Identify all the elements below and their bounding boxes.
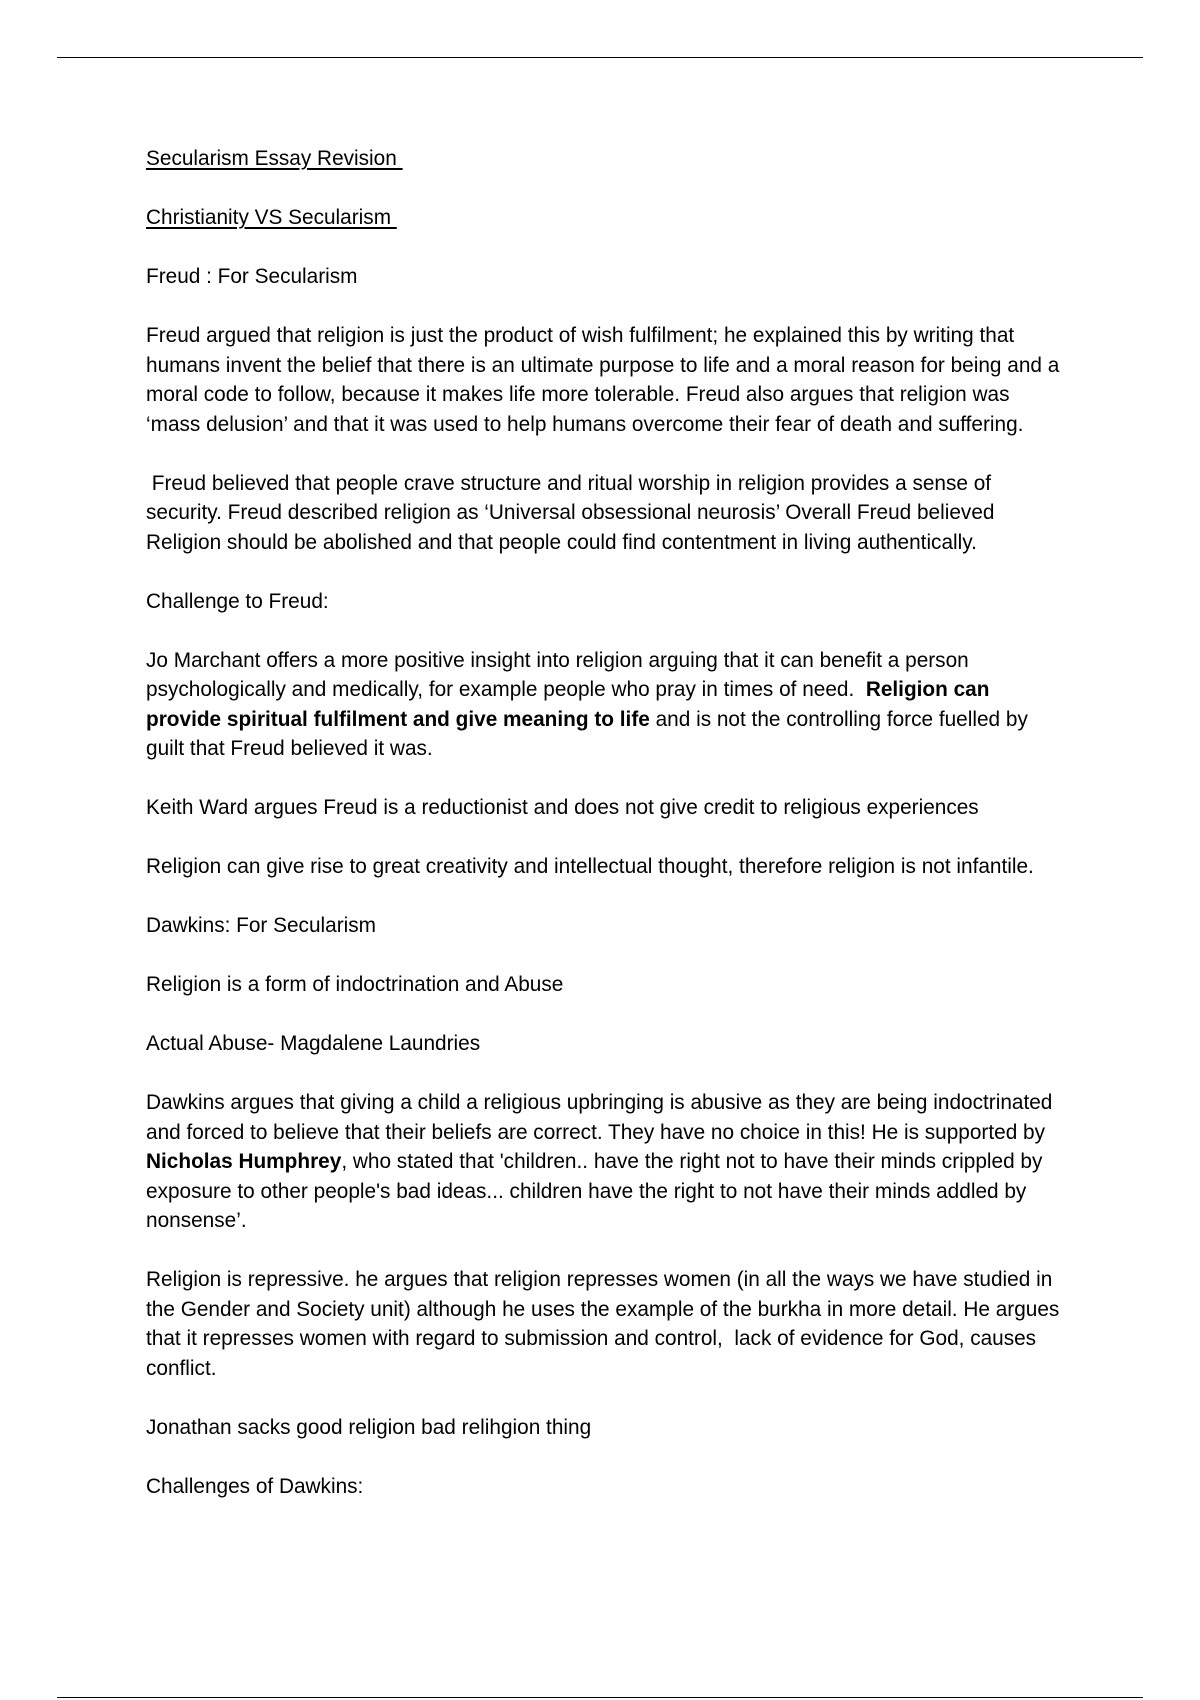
marchant-text-bold: Religion can provide spiritual fulfilment and give meaning to life: [146, 678, 996, 731]
freud-paragraph-1: Freud argued that religion is just the product of wish fulfilment; he explained this by writing that humans invent the belief that there is an ultimate purpose to life and a moral reason for being and a moral code to follow, because it makes life more tolerable. Freud also argues that religion was ‘mass delusion’ and that it was used to help humans overcome their fear of death and suffering.: [146, 324, 1060, 436]
freud-heading: Freud : For Secularism: [146, 265, 358, 288]
dawkins-p1-after: , who stated that 'children.. have the right not to have their minds crippled by exposure to other people's bad ideas... children have the right to not have their minds addled by nonsense’.: [146, 1150, 1043, 1232]
indoctrination-paragraph: Religion is a form of indoctrination and Abuse: [146, 973, 564, 996]
dawkins-paragraph-2: Religion is repressive. he argues that religion represses women (in all the ways we have studied in the Gender and Society unit) although he uses the example of the burkha in more detail. He argues that it represses women with regard to submission and control, lack of evidence for God, causes conflict.: [146, 1268, 1066, 1380]
creativity-paragraph: Religion can give rise to great creativity and intellectual thought, therefore religion is not infantile.: [146, 855, 1034, 878]
marchant-text-after: and is not the controlling force fuelled by guilt that Freud believed it was.: [146, 707, 1034, 760]
document-subtitle-text: Christianity VS Secularism: [146, 206, 397, 229]
dawkins-heading: Dawkins: For Secularism: [146, 914, 376, 937]
dawkins-p1-before: Dawkins argues that giving a child a religious upbringing is abusive as they are being indoctrinated and forced to believe that their beliefs are correct. They have no choice in this! He is supported by: [146, 1091, 1053, 1144]
actual-abuse-paragraph: Actual Abuse- Magdalene Laundries: [146, 1032, 481, 1055]
marchant-paragraph: [146, 646, 1066, 764]
ward-paragraph: Keith Ward argues Freud is a reductionist and does not give credit to religious experiences: [146, 796, 979, 819]
document-subtitle: [146, 203, 1066, 233]
marchant-text-before: Jo Marchant offers a more positive insight into religion arguing that it can benefit a person psychologically and medically, for example people who pray in times of need.: [146, 648, 975, 701]
page-bottom-rule: [57, 1697, 1143, 1698]
freud-paragraph-2: [146, 469, 1066, 558]
sacks-paragraph: Jonathan sacks good religion bad relihgion thing: [146, 1415, 592, 1439]
dawkins-paragraph-1: [146, 1088, 1066, 1236]
challenges-dawkins-heading: Challenges of Dawkins:: [146, 1474, 364, 1498]
document-body: [146, 144, 1066, 1531]
document-title: [146, 144, 1066, 174]
dawkins-p1-bold: Nicholas Humphrey: [146, 1150, 342, 1173]
challenge-freud-heading: Challenge to Freud:: [146, 589, 329, 613]
freud-paragraph-2-text: Freud believed that people crave structure and ritual worship in religion provides a sense of security. Freud described religion as ‘Universal obsessional neurosis’ Overall Freud believed Religion should be abolished and that people could find contentment in living authentically.: [146, 471, 1001, 554]
page-top-rule: [57, 57, 1143, 58]
document-title-text: Secularism Essay Revision: [146, 147, 403, 170]
